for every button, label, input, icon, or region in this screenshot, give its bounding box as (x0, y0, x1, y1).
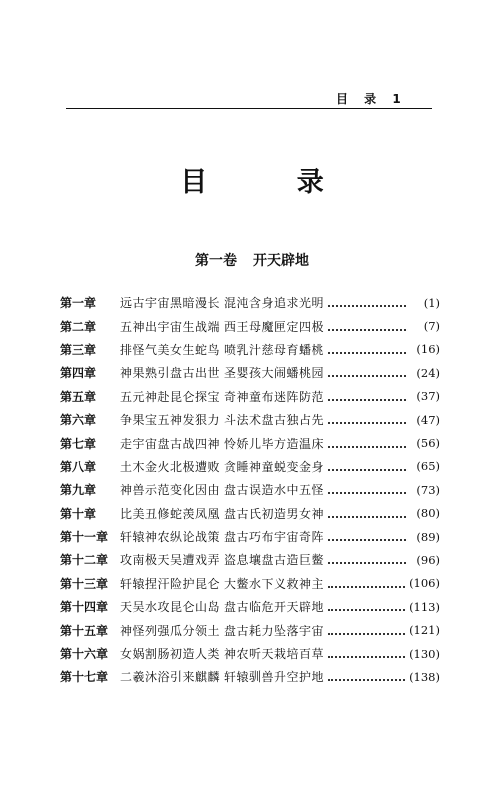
chapter-number: 第一章 (60, 296, 97, 311)
page-number: (37) (416, 389, 440, 404)
chapter-title-part-2: 神农听天栽培百草 (224, 647, 325, 662)
dot-leader (328, 585, 405, 588)
toc-entry[interactable] (60, 455, 440, 478)
toc-entry[interactable] (60, 431, 440, 454)
chapter-title-part-1: 女娲割肠初造人类 (120, 647, 221, 662)
toc-entry[interactable] (60, 478, 440, 501)
dot-leader (328, 515, 406, 518)
toc-entry[interactable] (60, 502, 440, 525)
toc-entry[interactable] (60, 572, 440, 595)
dot-leader (328, 421, 406, 424)
page-number: (130) (409, 646, 440, 661)
chapter-number: 第六章 (60, 413, 97, 428)
dot-leader (328, 351, 406, 354)
dot-leader (328, 328, 406, 331)
page-number: (47) (416, 412, 440, 427)
chapter-title-part-1: 比美丑修蛇羡凤凰 (120, 506, 221, 521)
chapter-number: 第四章 (60, 366, 97, 381)
chapter-title-part-2: 轩辕驯兽升空护地 (224, 670, 325, 685)
chapter-number: 第九章 (60, 483, 97, 498)
chapter-title-part-1: 排怪气美女生蛇鸟 (120, 342, 221, 357)
toc-entry[interactable] (60, 548, 440, 571)
chapter-number: 第八章 (60, 459, 97, 474)
page-number: (138) (409, 669, 440, 684)
volume-label: 第一卷 (195, 253, 237, 269)
page-number: (113) (409, 599, 440, 614)
dot-leader (328, 468, 406, 471)
dot-leader (328, 374, 406, 377)
chapter-number: 第七章 (60, 436, 97, 451)
page-number: (7) (423, 319, 440, 334)
dot-leader (328, 445, 406, 448)
chapter-title-part-1: 远古宇宙黑暗漫长 (120, 296, 221, 311)
toc-entry[interactable] (60, 385, 440, 408)
page-number: (121) (409, 623, 440, 638)
page-number: (65) (416, 459, 440, 474)
dot-leader (328, 608, 405, 611)
chapter-title-part-2: 喷乳汁慈母育蟠桃 (224, 342, 325, 357)
dot-leader (328, 304, 406, 307)
toc-entry[interactable] (60, 361, 440, 384)
chapter-number: 第十三章 (60, 576, 109, 591)
chapter-title-part-1: 走宇宙盘古战四神 (120, 436, 221, 451)
toc-entry[interactable] (60, 642, 440, 665)
chapter-number: 第五章 (60, 389, 97, 404)
toc-entry[interactable] (60, 338, 440, 361)
chapter-title-part-2: 盘古耗力坠落宇宙 (224, 623, 325, 638)
page-number: (24) (416, 365, 440, 380)
chapter-title-part-1: 轩辕捏汗险护昆仑 (120, 576, 221, 591)
page-number: (96) (416, 552, 440, 567)
header-rule (66, 108, 432, 109)
toc-entry[interactable] (60, 314, 440, 337)
toc-entry[interactable] (60, 291, 440, 314)
chapter-title-part-2: 西王母魔匣定四极 (224, 319, 325, 334)
chapter-title-part-2: 混沌含身追求光明 (224, 296, 325, 311)
page-number: (16) (416, 342, 440, 357)
chapter-number: 第十四章 (60, 600, 109, 615)
chapter-title-part-2: 盘古临危开天辟地 (224, 600, 325, 615)
chapter-title-part-2: 盘古误造水中五怪 (224, 483, 325, 498)
dot-leader (328, 632, 405, 635)
chapter-number: 第十二章 (60, 553, 109, 568)
chapter-title-part-1: 五元神赴昆仑探宝 (120, 389, 221, 404)
chapter-title-part-1: 土木金火北极遭败 (120, 459, 221, 474)
running-head: 目 录 1 (336, 92, 407, 106)
dot-leader (328, 491, 406, 494)
toc-entry[interactable] (60, 408, 440, 431)
chapter-title-part-2: 斗法术盘古独占先 (224, 413, 325, 428)
dot-leader (328, 538, 406, 541)
chapter-number: 第二章 (60, 319, 97, 334)
chapter-title-part-1: 神怪列强瓜分领土 (120, 623, 221, 638)
toc-entry[interactable] (60, 525, 440, 548)
table-of-contents (60, 291, 440, 689)
toc-entry[interactable] (60, 618, 440, 641)
chapter-number: 第十一章 (60, 530, 109, 545)
chapter-title-part-2: 盘古氏初造男女神 (224, 506, 325, 521)
chapter-number: 第十章 (60, 506, 97, 521)
page-number: (56) (416, 436, 440, 451)
chapter-title-part-2: 盗息壤盘古造巨鳖 (224, 553, 325, 568)
page-number: (73) (416, 482, 440, 497)
volume-name: 开天辟地 (253, 253, 309, 269)
chapter-title-part-1: 神果熟引盘古出世 (120, 366, 221, 381)
page-number: (80) (416, 506, 440, 521)
page-number: (1) (423, 295, 440, 310)
chapter-title-part-2: 圣婴孩大闹蟠桃园 (224, 366, 325, 381)
chapter-number: 第三章 (60, 342, 97, 357)
page-number: (89) (416, 529, 440, 544)
chapter-title-part-1: 轩辕神农纵论战策 (120, 530, 221, 545)
chapter-number: 第十七章 (60, 670, 109, 685)
chapter-title-part-1: 神兽示范变化因由 (120, 483, 221, 498)
dot-leader (328, 561, 406, 564)
chapter-title-part-1: 争果宝五神发狠力 (120, 413, 221, 428)
toc-entry[interactable] (60, 595, 440, 618)
chapter-title-part-1: 五神出宇宙生战端 (120, 319, 221, 334)
chapter-title-part-2: 怜娇儿毕方造温床 (224, 436, 325, 451)
chapter-title-part-1: 攻南极天吴遭戏弄 (120, 553, 221, 568)
chapter-title-part-2: 大鳖水下义救神主 (224, 576, 325, 591)
chapter-title-part-2: 奇神童布迷阵防范 (224, 389, 325, 404)
chapter-number: 第十六章 (60, 647, 109, 662)
chapter-number: 第十五章 (60, 623, 109, 638)
chapter-title-part-2: 盘古巧布宇宙奇阵 (224, 530, 325, 545)
toc-entry[interactable] (60, 665, 440, 688)
page-title: 目 录 (180, 167, 364, 198)
chapter-title-part-1: 二羲沐浴引来麒麟 (120, 670, 221, 685)
chapter-title-part-1: 天吴水攻昆仑山岛 (120, 600, 221, 615)
dot-leader (328, 655, 405, 658)
dot-leader (328, 678, 405, 681)
chapter-title-part-2: 贪睡神童蜕变金身 (224, 459, 325, 474)
page-number: (106) (409, 576, 440, 591)
dot-leader (328, 398, 406, 401)
volume-heading (0, 250, 504, 270)
